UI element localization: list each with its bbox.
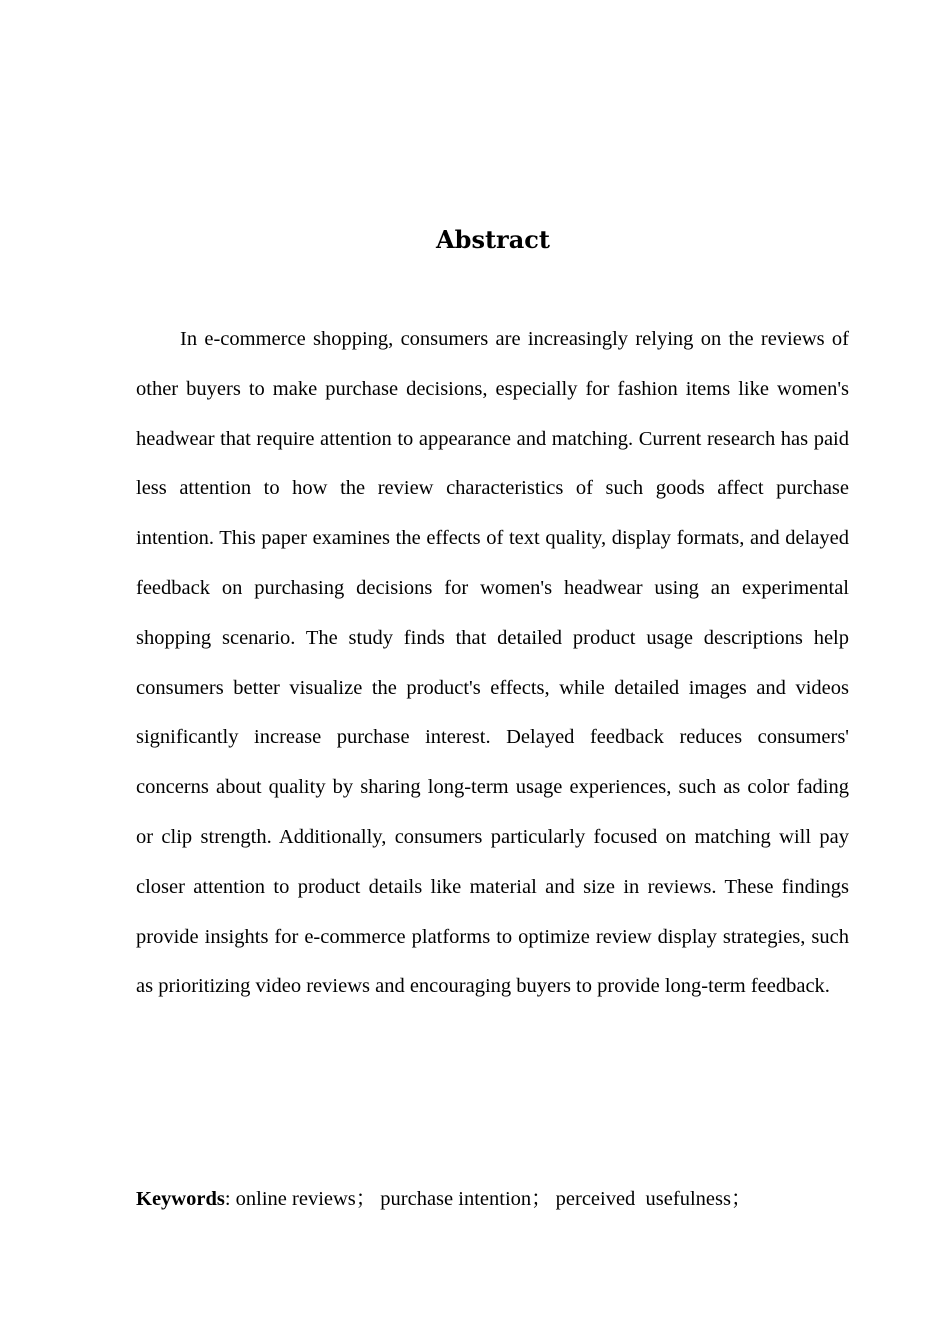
keywords-colon: :	[224, 1188, 236, 1210]
abstract-paragraph: In e-commerce shopping, consumers are increasingly relying on the reviews of other buyers to make purchase decisions, especially for fashion items like women's headwear that require attention to appearance and matching. Current research has paid less attention to how the review characteristics of such goods affect purchase intention. This paper examines the effects of text quality, display formats, and delayed feedback on purchasing decisions for women's headwear using an experimental shopping scenario. The study finds that detailed product usage descriptions help consumers better visualize the product's effects, while detailed images and videos significantly increase purchase interest. Delayed feedback reduces consumers' concerns about quality by sharing long-term usage experiences, such as color fading or clip strength. Additionally, consumers particularly focused on matching will pay closer attention to product details like material and size in reviews. These findings provide insights for e-commerce platforms to optimize review display strategies, such as prioritizing video reviews and encouraging buyers to provide long-term feedback.	[136, 328, 849, 998]
keywords-label: Keywords	[136, 1188, 225, 1210]
keywords-line	[136, 1179, 849, 1219]
abstract-title: Abstract	[436, 225, 550, 254]
keyword-item: perceived usefulness；	[555, 1188, 752, 1210]
keyword-item: purchase intention；	[380, 1188, 552, 1210]
keyword-item: online reviews；	[235, 1188, 377, 1210]
